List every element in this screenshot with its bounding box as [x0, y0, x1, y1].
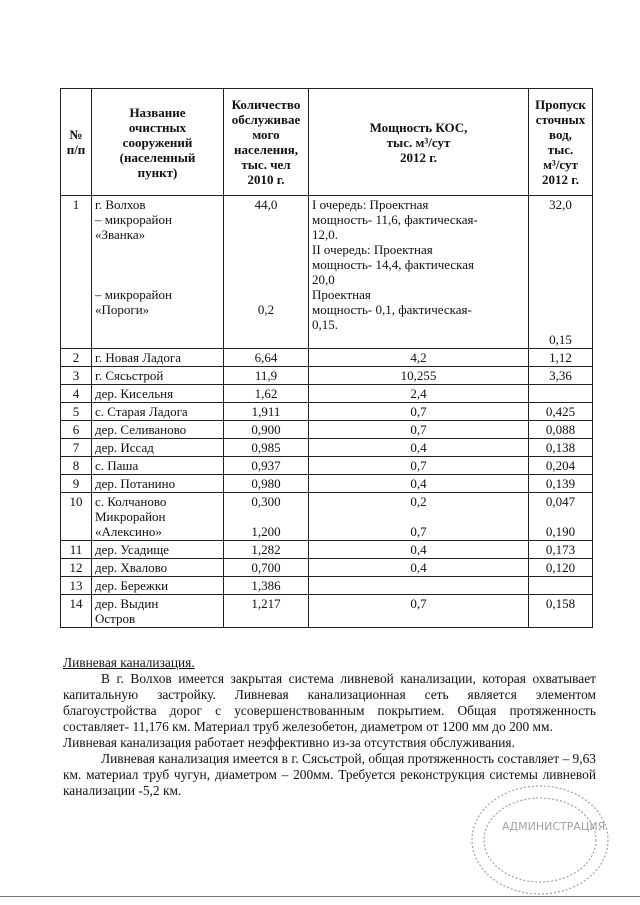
- table-row: 12 дер. Хвалово 0,700 0,4 0,120: [61, 559, 593, 577]
- table-row: 10 с. Колчаново Микрорайон «Алексино» 0,300 1,200 0,2 0,7 0,047 0,190: [61, 493, 593, 541]
- paragraph-efficiency: Ливневая канализация работает неэффективно из-за отсутствия обслуживания.: [63, 735, 515, 750]
- section-heading: Ливневая канализация.: [63, 655, 195, 670]
- table-row: 6 дер. Селиваново 0,900 0,7 0,088: [61, 421, 593, 439]
- scan-edge-line: [0, 896, 640, 897]
- table-row: 4 дер. Кисельня 1,62 2,4: [61, 385, 593, 403]
- header-population: Количество обслуживае мого населения, тыс. чел 2010 г.: [224, 89, 309, 196]
- header-flow: Пропуск сточных вод, тыс. м³/сут 2012 г.: [529, 89, 593, 196]
- stamp-text: АДМИНИСТРАЦИЯ: [502, 820, 606, 833]
- header-capacity: Мощность КОС, тыс. м³/сут 2012 г.: [309, 89, 529, 196]
- table-row: 14 дер. Выдин Остров 1,217 0,7 0,158: [61, 595, 593, 628]
- table-header-row: [61, 89, 593, 196]
- table-row: 8 с. Паша 0,937 0,7 0,204: [61, 457, 593, 475]
- paragraph-syasstroy: Ливневая канализация имеется в г. Сясьстрой, общая протяженность составляет – 9,63 км. материал труб чугун, диаметром – 200мм. Требуется реконструкция системы ливневой канализации -5,2 км.: [63, 751, 596, 798]
- table-row: 3 г. Сясьстрой 11,9 10,255 3,36: [61, 367, 593, 385]
- row-name: г. Волхов – микрорайон «Званка» – микрорайон «Пороги»: [92, 196, 224, 349]
- table-row: 9 дер. Потанино 0,980 0,4 0,139: [61, 475, 593, 493]
- header-num: № п/п: [61, 89, 92, 196]
- row-num: 1: [61, 196, 92, 349]
- table-row: 13 дер. Бережки 1,386: [61, 577, 593, 595]
- table-row: 2 г. Новая Ладога 6,64 4,2 1,12: [61, 349, 593, 367]
- row-flow: 32,0 0,15: [529, 196, 593, 349]
- row-capacity: I очередь: Проектная мощность- 11,6, фактическая- 12,0. II очередь: Проектная мощность- 14,4, фактическая 20,0 Проектная мощность- 0,1, фактическая- 0,15.: [309, 196, 529, 349]
- row-population: 44,0 0,2: [224, 196, 309, 349]
- table-row: 5 с. Старая Ладога 1,911 0,7 0,425: [61, 403, 593, 421]
- table-row: 11 дер. Усадище 1,282 0,4 0,173: [61, 541, 593, 559]
- header-name: Название очистных сооружений (населенный пункт): [92, 89, 224, 196]
- sewage-treatment-table: [60, 88, 593, 628]
- paragraph-volkhov: В г. Волхов имеется закрытая система ливневой канализации, которая охватывает капитальную застройку. Ливневая канализационная сеть является элементом благоустройства дорог с усовершенствованным покрытием. Общая протяженность составляет- 11,176 км. Материал труб железобетон, диаметром от 1200 мм до 200 мм.: [63, 671, 596, 734]
- table-row: 7 дер. Иссад 0,985 0,4 0,138: [61, 439, 593, 457]
- table-row: [61, 196, 593, 349]
- official-stamp: [462, 768, 612, 896]
